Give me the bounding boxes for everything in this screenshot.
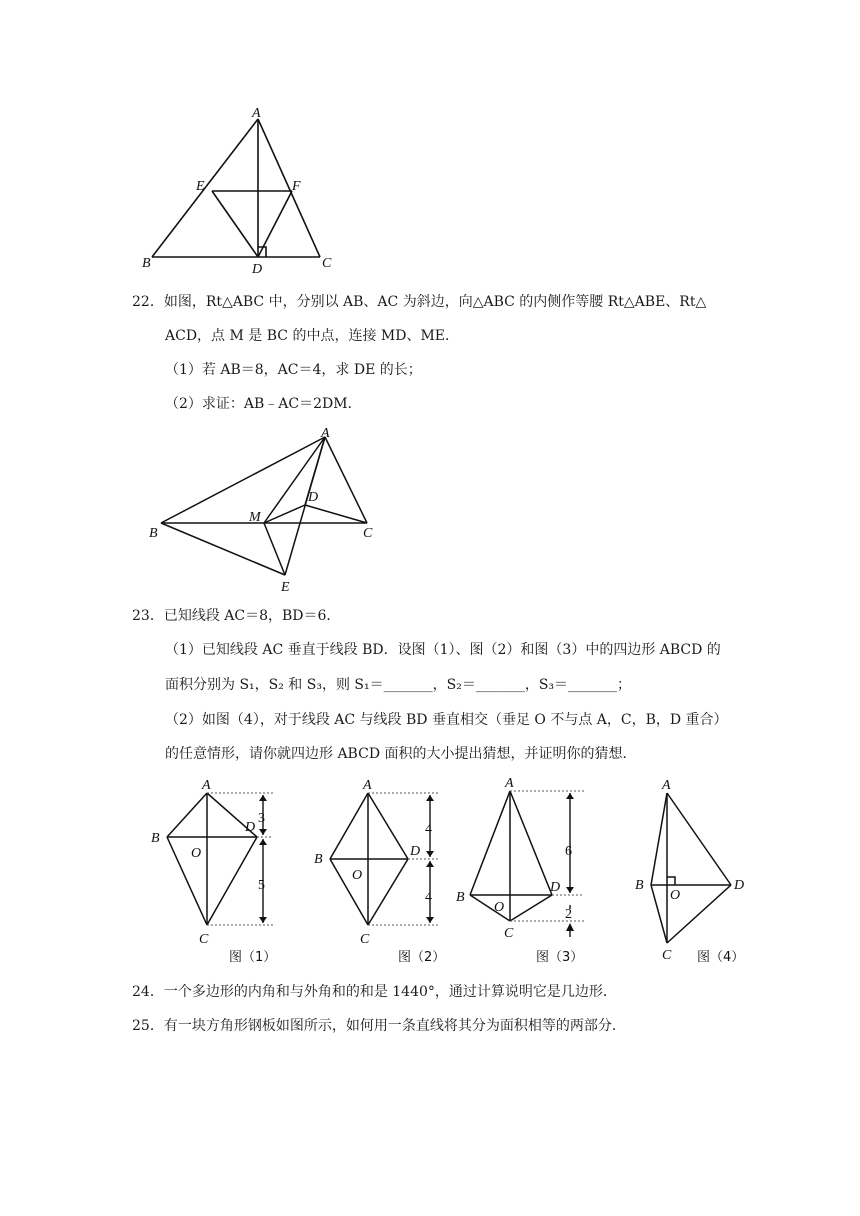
label-f: F [292,179,301,194]
q23f4-c: C [662,948,672,963]
q23f3-c: C [504,926,514,941]
q22-label-c: C [363,526,373,541]
q22-part2: （2）求证：AB﹣AC＝2DM． [165,396,362,412]
q23f3-d: D [550,880,561,895]
q23f3-o: O [494,900,505,915]
q23f2-o: O [352,868,363,883]
q22-text1: 如图，Rt△ABC 中，分别以 AB、AC 为斜边，向△ABC 的内侧作等腰 Rt△ABE、Rt△ [163,294,707,310]
q23f3-b: B [456,890,465,905]
q23-figure-2 [310,775,460,975]
q23-line1 [132,606,340,626]
q23f2-caption: 图（2） [398,950,446,965]
q23-part1b: 面积分别为 S₁，S₂ 和 S₃，则 S₁＝_______，S₂＝_______，S₃＝_______； [165,677,632,693]
q24-line [132,982,617,1002]
q22-label-b: B [149,526,158,541]
q22-text2: ACD，点 M 是 BC 的中点，连接 MD、ME． [165,328,460,344]
q23-text1: 已知线段 AC＝8，BD＝6． [163,608,341,624]
figure-triangle-abc [140,105,350,275]
q23f2-b: B [314,852,323,867]
q25-line [132,1016,626,1036]
q22-number: 22． [132,294,164,310]
q23f1-dim-bottom: 5 [258,878,265,893]
label-b: B [142,256,151,271]
q22-label-m: M [249,510,261,525]
q22-part1: （1）若 AB＝8，AC＝4，求 DE 的长； [165,362,422,378]
q23f3-dim-top: 6 [565,844,572,859]
q25-text: 有一块方角形钢板如图所示，如何用一条直线将其分为面积相等的两部分． [163,1018,626,1034]
q23-figure-3 [452,775,602,975]
q23f2-dim-bottom: 4 [425,890,432,905]
label-c: C [322,256,332,271]
q23-figure-4 [625,775,765,975]
q23f4-d: D [734,878,745,893]
q23f2-a: A [363,778,372,793]
q23f2-dim-top: 4 [425,822,432,837]
q23f4-o: O [670,888,681,903]
q23-part1a: （1）已知线段 AC 垂直于线段 BD．设图（1）、图（2）和图（3）中的四边形 ABCD 的 [165,642,721,658]
q23f1-dim-top: 3 [258,811,265,826]
q23-figure-1 [145,775,295,975]
q23f1-a: A [202,778,211,793]
q22-label-d: D [308,490,319,505]
q23f2-c: C [360,932,370,947]
q23f4-b: B [635,878,644,893]
q23-part2a: （2）如图（4），对于线段 AC 与线段 BD 垂直相交（垂足 O 不与点 A，C，B，D 重合） [165,712,728,728]
q23f2-d: D [410,844,421,859]
q25-number: 25． [132,1018,164,1034]
q22-label-a: A [321,426,330,441]
label-a: A [252,106,261,121]
q23f1-caption: 图（1） [229,950,277,965]
q23-part2b: 的任意情形，请你就四边形 ABCD 面积的大小提出猜想，并证明你的猜想． [165,746,637,762]
q23f1-c: C [199,932,209,947]
label-d: D [252,262,263,275]
q23-number: 23． [132,608,164,624]
q24-number: 24． [132,984,164,1000]
q23f1-o: O [191,846,202,861]
q23f4-caption: 图（4） [697,950,745,965]
q23f1-b: B [151,831,160,846]
q23f3-caption: 图（3） [536,950,584,965]
q23f1-d: D [245,820,256,835]
figure-q22 [145,425,385,595]
q23f3-dim-bottom: 2 [565,907,572,922]
q22-label-e: E [281,580,290,595]
q23f4-a: A [662,778,671,793]
q22-line1 [132,292,706,312]
q24-text: 一个多边形的内角和与外角和的和是 1440°，通过计算说明它是几边形． [163,984,617,1000]
label-e: E [196,179,205,194]
q23f3-a: A [505,776,514,791]
